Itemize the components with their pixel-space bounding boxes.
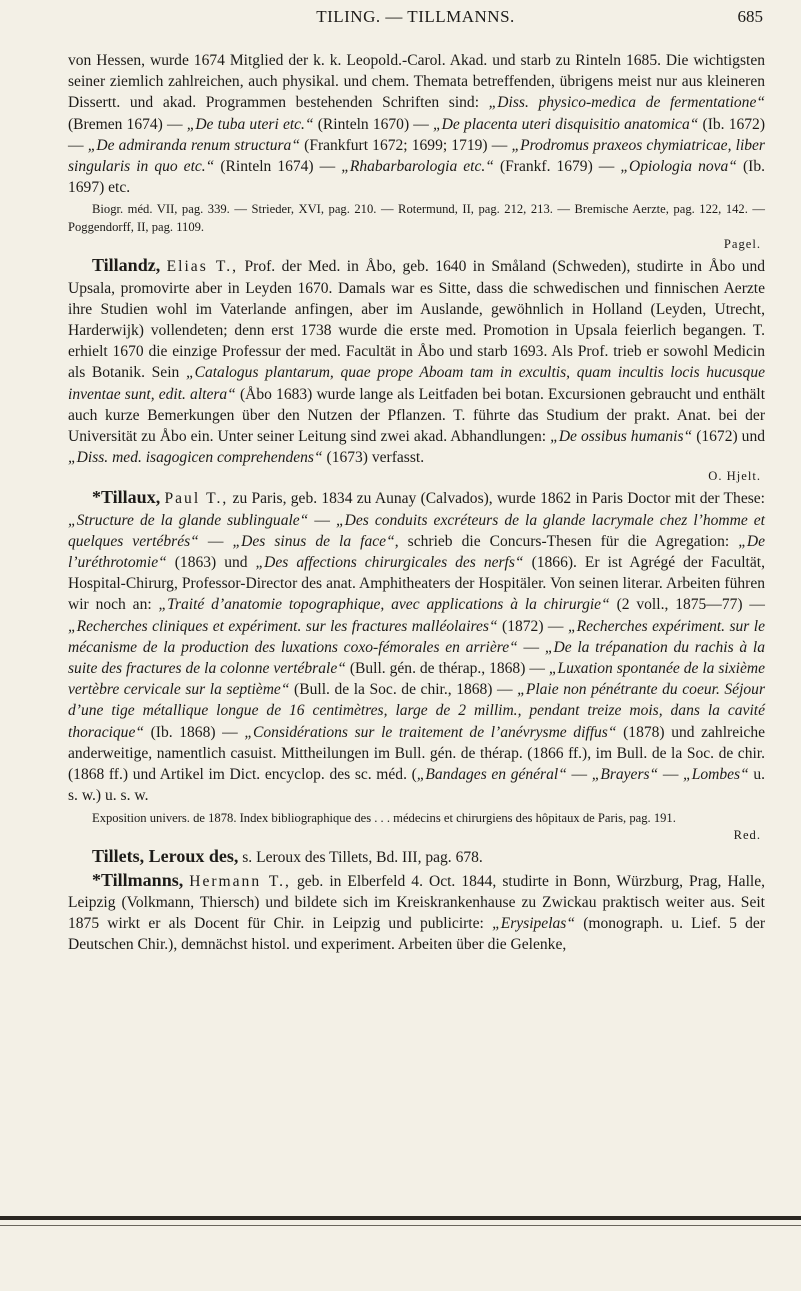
- references-tillaux: Exposition univers. de 1878. Index bibliographique des . . . médecins et chirurgiens des hôpitaux de Paris, pag. 191.: [92, 810, 676, 825]
- running-head: TILING. — TILLMANNS.: [316, 7, 515, 26]
- references-pagel: Biogr. méd. VII, pag. 339. — Strieder, XVI, pag. 210. — Rotermund, II, pag. 212, 213. — Bremische Aerzte, pag. 122, 142. — Poggendorff, II, pag. 1109.: [68, 202, 765, 235]
- entry-given-name: Paul T.,: [164, 490, 229, 508]
- entry-headword: Tillandz,: [92, 255, 161, 276]
- entry-headword: *Tillaux,: [92, 487, 161, 508]
- page-header: [68, 7, 763, 33]
- page-number: 685: [737, 7, 763, 26]
- page-edge-rule-thin: [0, 1225, 801, 1226]
- entry-given-name: Hermann T.,: [189, 872, 291, 890]
- page-body: [68, 50, 765, 956]
- signature-hjelt: O. Hjelt.: [708, 469, 761, 484]
- entry-pagel-continuation: von Hessen, wurde 1674 Mitglied der k. k. Leopold.-Carol. Akad. und starb zu Rinteln 1685. Die wichtigsten seiner ziemlich zahlreichen, auch physikal. und chem. Themata betreffenden, übrigens meist nur aus kleineren Dissertt. und akad. Programmen bestehenden Schriften sind: „Diss. physico-medica de fermentatione“ (Bremen 1674) — „De tuba uteri etc.“ (Rinteln 1670) — „De placenta uteri disquisitio anatomica“ (Ib. 1672) — „De admiranda renum structura“ (Frankfurt 1672; 1699; 1719) — „Prodromus praxeos chymiatricae, liber singularis in quo etc.“ (Rinteln 1674) — „Rhabarbarologia etc.“ (Frankf. 1679) — „Opiologia nova“ (Ib. 1697) etc.: [68, 52, 765, 197]
- entry-tillets: Tillets, Leroux des, s. Leroux des Tillets, Bd. III, pag. 678.: [92, 845, 483, 866]
- entry-tillandz: Tillandz, Elias T., Prof. der Med. in Åbo, geb. 1640 in Småland (Schweden), studirte in Åbo und Upsala, promovirte aber in Leyden 1670. Damals war es Sitte, dass die schwedischen und finnischen Aerzte ihre Studien wohl im Vaterlande anfingen, aber im Auslande, gewöhnlich in Holland (Leyden, Utrecht, Harderwijk) vollendeten; denn erst 1738 wurde die erste med. Promotion in Upsala feierlich begangen. T. erhielt 1670 die einzige Professur der med. Facultät in Åbo und starb 1693. Als Prof. trieb er sowohl Medicin als Botanik. Sein „Catalogus plantarum, quae prope Aboam tam in excultis, quam incultis locis hucusque inventae sunt, edit. altera“ (Åbo 1683) wurde lange als Leitfaden bei botan. Excursionen gebraucht und enthält auch kurze Bemerkungen über den Nutzen der Pflanzen. T. führte das Studium der prakt. Anat. bei der Universität zu Åbo ein. Unter seiner Leitung sind zwei akad. Abhandlungen: „De ossibus humanis“ (1672) und „Diss. med. isagogicen comprehendens“ (1673) verfasst.: [68, 255, 766, 467]
- page-edge-rule: [0, 1216, 801, 1220]
- signature-red: Red.: [733, 827, 761, 842]
- entry-given-name: Elias T.,: [166, 258, 239, 276]
- signature-pagel: Pagel.: [723, 237, 761, 252]
- entry-tillmanns: *Tillmanns, Hermann T., geb. in Elberfeld 4. Oct. 1844, studirte in Bonn, Würzburg, Prag, Halle, Leipzig (Volkmann, Thiersch) und bildete sich im Kreiskrankenhause zu Zwickau praktisch weiter aus. Seit 1875 wirkt er als Docent für Chir. in Leipzig und publicirte: „Erysipelas“ (monograph. u. Lief. 5 der Deutschen Chir.), demnächst histol. und experiment. Arbeiten über die Gelenke,: [68, 869, 766, 954]
- entry-tillaux: *Tillaux, Paul T., zu Paris, geb. 1834 zu Aunay (Calvados), wurde 1862 in Paris Doctor mit der These: „Structure de la glande sublinguale“ — „Des conduits excréteurs de la glande lacrymale chez l’homme et quelques vertébrés“ — „Des sinus de la face“, schrieb die Concurs-Thesen für die Agregation: „De l’uréthrotomie“ (1863) und „Des affections chirurgicales des nerfs“ (1866). Er ist Agrégé der Facultät, Hospital-Chirurg, Professor-Director des anat. Amphitheaters der Hospitäler. Von seinen literar. Arbeiten führen wir noch an: „Traité d’anatomie topographique, avec applications à la chirurgie“ (2 voll., 1875—77) — „Recherches cliniques et expériment. sur les fractures malléolaires“ (1872) — „Recherches expériment. sur le mécanisme de la production des luxations coxo-fémorales en arrière“ — „De la trépanation du rachis à la suite des fractures de la colonne vertébrale“ (Bull. gén. de thérap., 1868) — „Luxation spontanée de la sixième vertèbre cervicale sur la septième“ (Bull. de la Soc. de chir., 1868) — „Plaie non pénétrante du coeur. Séjour d’une tige métallique longue de 16 centimètres, large de 2 millim., pendant treize mois, dans la cavité thoracique“ (Ib. 1868) — „Considérations sur le traitement de l’anévrysme diffus“ (1878) und zahlreiche anderweitige, namentlich casuist. Mittheilungen im Bull. gén. de thérap. (1866 ff.), im Bull. de la Soc. de chir. (1868 ff.) und Artikel im Dict. encyclop. des sc. méd. („Bandages en général“ — „Brayers“ — „Lombes“ u. s. w.) u. s. w.: [68, 487, 766, 805]
- entry-headword: *Tillmanns,: [92, 869, 184, 890]
- entry-headword: Tillets, Leroux des,: [92, 845, 239, 866]
